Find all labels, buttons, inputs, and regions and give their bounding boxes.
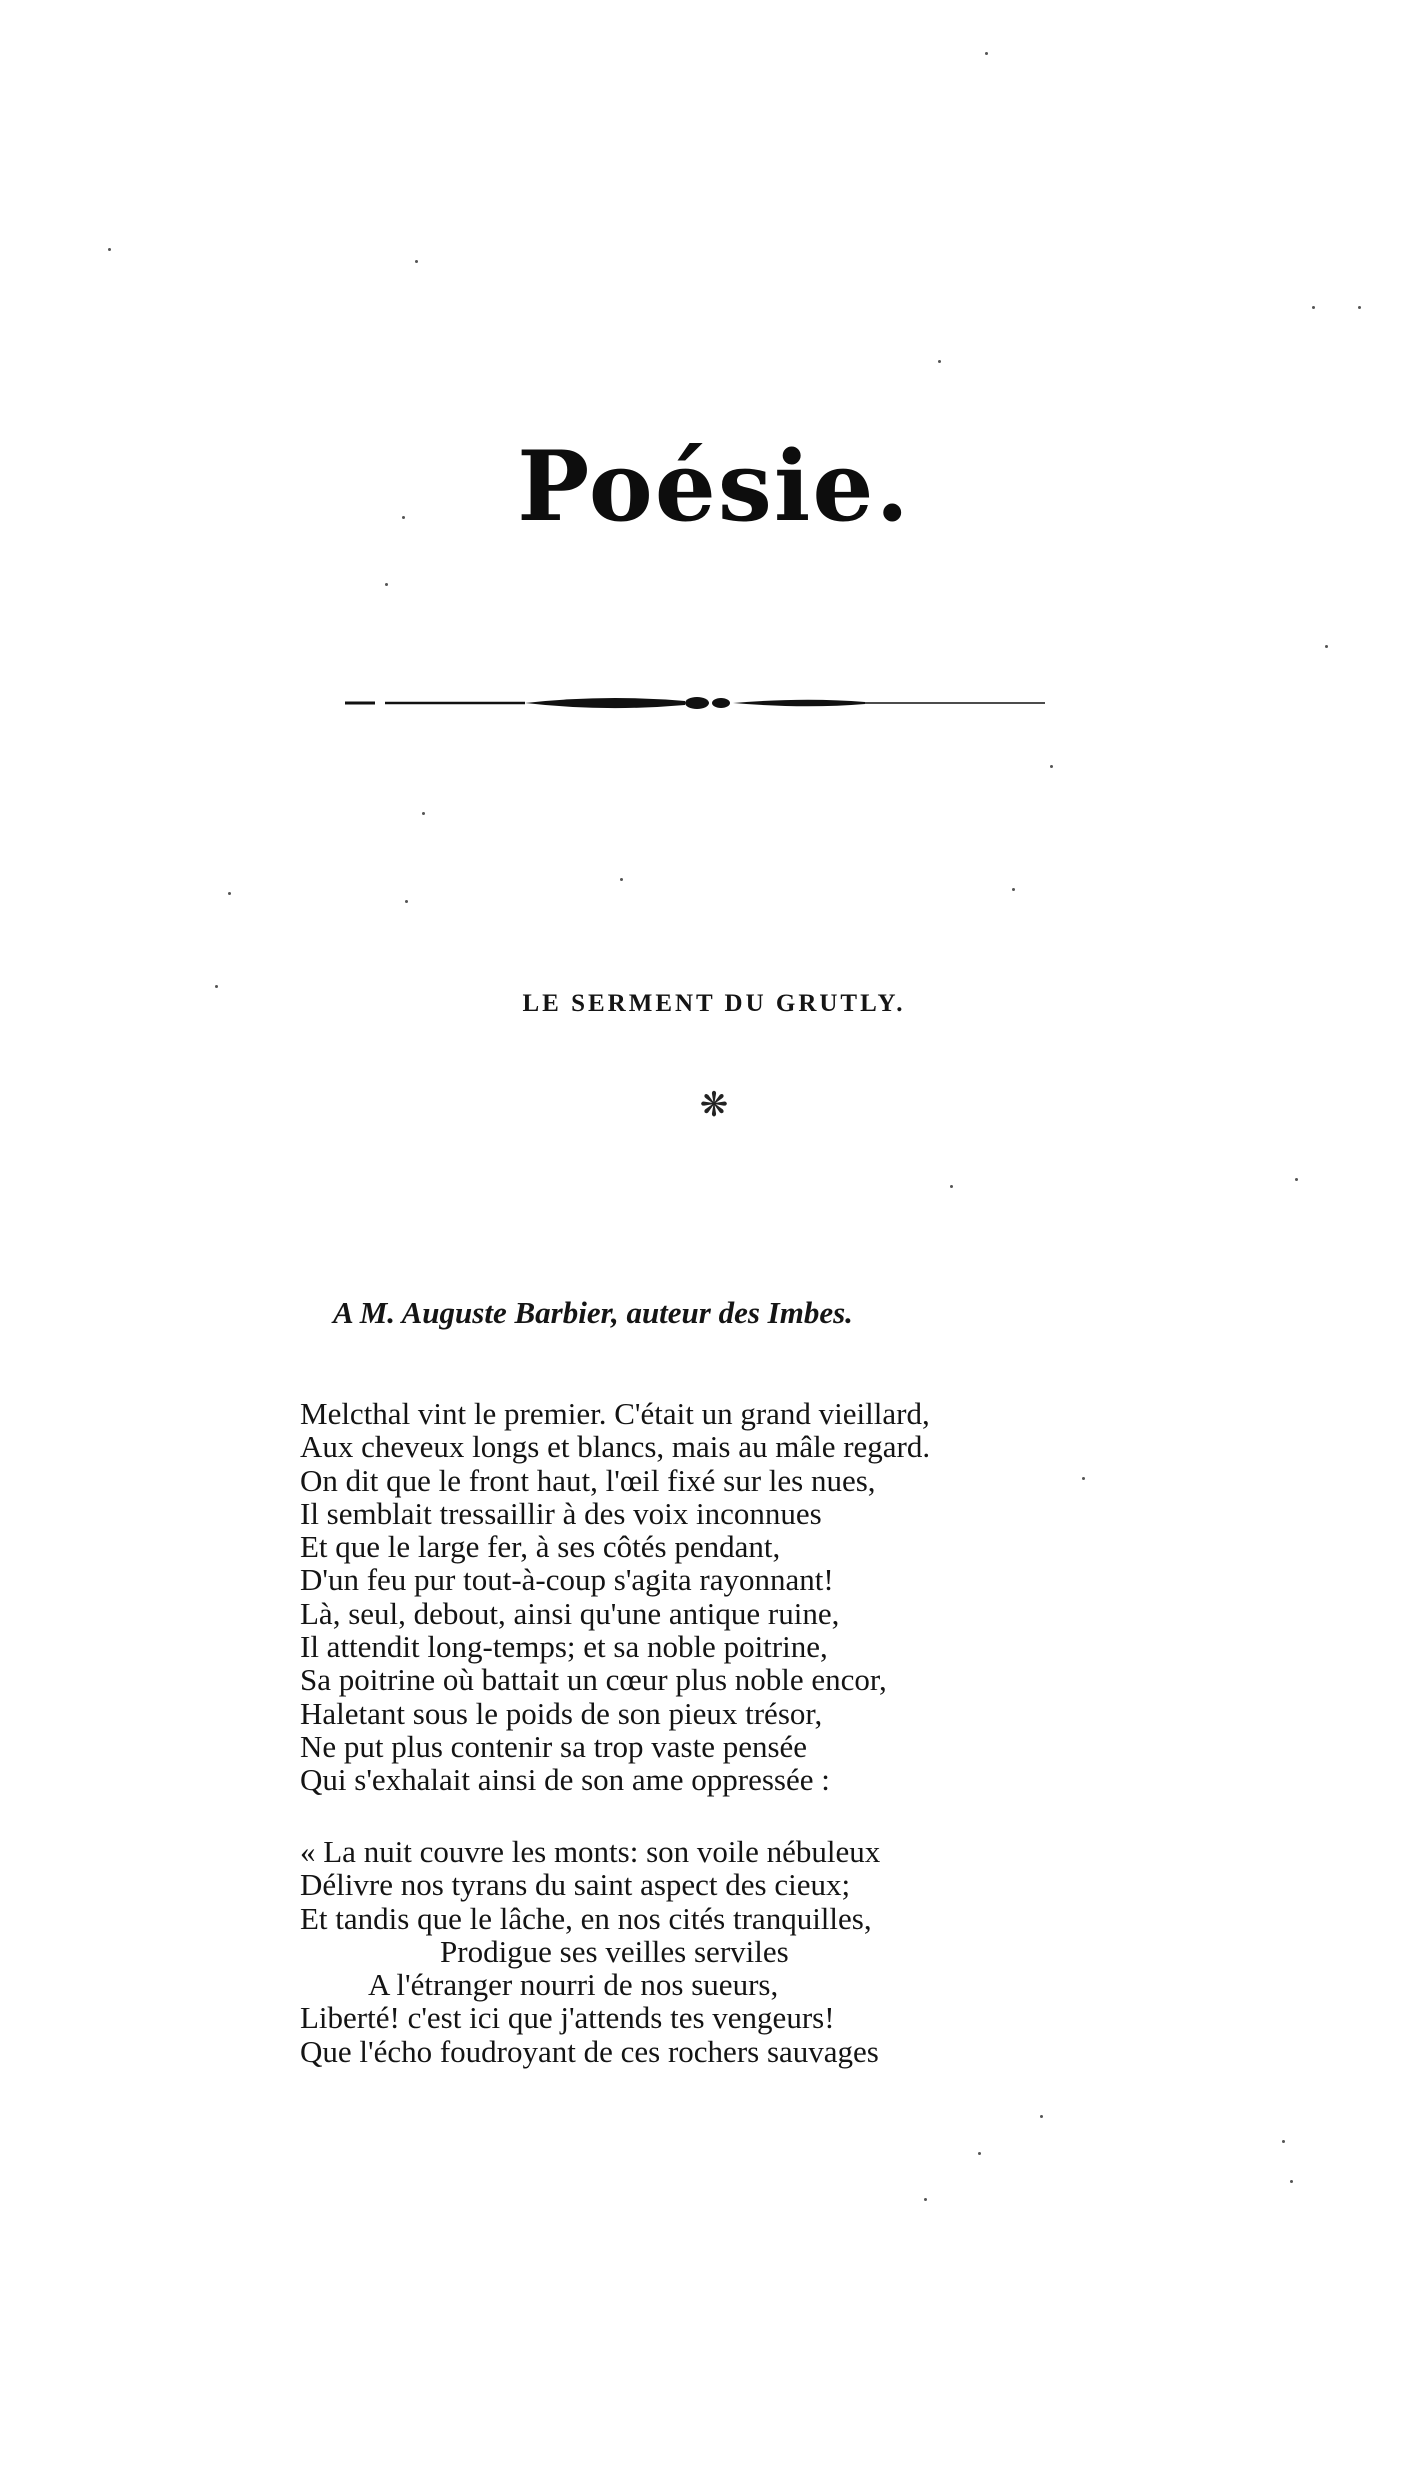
poem-title: LE SERMENT DU GRUTLY. (522, 990, 906, 1017)
dedication: A M. Auguste Barbier, auteur des Imbes. (333, 1295, 853, 1330)
verse-line: Prodigue ses veilles serviles (440, 1933, 789, 1969)
verse-line: Aux cheveux longs et blancs, mais au mâle regard. (300, 1429, 931, 1465)
asterism-ornament: ❋ (699, 1085, 729, 1125)
verse-line: A l'étranger nourri de nos sueurs, (368, 1967, 779, 2003)
verse-line: « La nuit couvre les monts: son voile nébuleux (300, 1834, 881, 1869)
stanza-2 (300, 1835, 880, 2068)
verse-line: Melcthal vint le premier. C'était un grand vieillard, (300, 1396, 930, 1431)
verse-line: Ne put plus contenir sa trop vaste pensée (300, 1728, 808, 1764)
verse-line: Et que le large fer, à ses côtés pendant, (300, 1529, 781, 1565)
verse-line: Là, seul, debout, ainsi qu'une antique ruine, (300, 1595, 840, 1631)
verse-line: Délivre nos tyrans du saint aspect des cieux; (300, 1867, 851, 1903)
verse-line: Liberté! c'est ici que j'attends tes vengeurs! (300, 2000, 835, 2036)
verse-line: On dit que le front haut, l'œil fixé sur les nues, (300, 1462, 876, 1498)
verse-line: Qui s'exhalait ainsi de son ame oppressée : (300, 1762, 830, 1798)
verse-line: Haletant sous le poids de son pieux trésor, (300, 1695, 823, 1731)
verse-line: D'un feu pur tout-à-coup s'agita rayonnant! (300, 1562, 834, 1598)
section-title: Poésie. (517, 430, 911, 543)
verse-line: Il attendit long-temps; et sa noble poitrine, (300, 1629, 828, 1665)
ornamental-rule (345, 690, 1045, 716)
stanza-1 (300, 1397, 930, 1797)
verse-line: Il semblait tressaillir à des voix inconnues (300, 1495, 822, 1531)
verse-line: Que l'écho foudroyant de ces rochers sauvages (300, 2033, 879, 2069)
verse-line: Sa poitrine où battait un cœur plus noble encor, (300, 1662, 887, 1698)
verse-line: Et tandis que le lâche, en nos cités tranquilles, (300, 1900, 872, 1936)
